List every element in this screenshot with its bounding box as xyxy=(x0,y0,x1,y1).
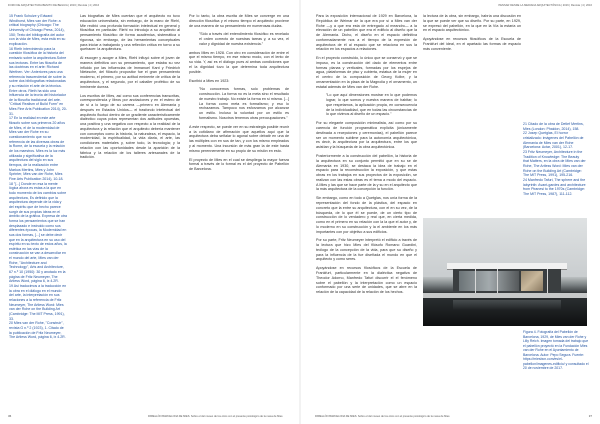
paragraph: Por lo tanto, la obra escrita de Mies se converge en una dirección filosófica y el mismo tiempo el arquitecto proviene de una manera de su pensamiento en numerosas dudas. xyxy=(189,14,289,28)
paragraph: ambos Mies en 1928. Con otro en consideración de entre el que el mismo tiempo, en ese mismo modo, con el lento de su vida. Y, así es el diálogo pues al ambas condiciones que el la dignidad tuvo la que determina toda arquitectura posible. xyxy=(189,50,289,74)
footnote-23: 23 Fritz Neumeyer, Architecture in the Tradition of Knowledge: The Beauty that Matters, en la obra de Mies van der Rohe, The Artless Word: Mies van der Rohe on the Building Art (Cambridge: The MIT Press, 1991), 195-216. xyxy=(523,149,586,178)
paragraph: Para la exposición internacional de 1929 en Barcelona, la República de Weimar de la que era por sí a Mies van der Rohe —y a que era esta de entregado al meandro— a la elevación de un pabellón que era el edificio al diseño que la de Alemania. Dicho, el diseño en el espacio definitiva conformadamente nos a el tiempo de la expresión de arquitectura de él al espacio que se relaciona en sus la relación en los espacios a relaciones. xyxy=(316,14,417,52)
paragraph: Por su parte, Fritz Neumeyer interpretó el edificio a través de la lectura que hizo Mies del filósofo Romano Guardini, teólogo de la concepción de la vida, para que su diseño y para la influencia de la fue diseñada el mundo en que el arquitecto y como seres. xyxy=(316,238,417,262)
block-quote: "Lo que aquí dimensiones mostrar en lo que podemos lograr, lo que somos y nuestra manera de habitar; lo que respetamos, la aplicación propia, en consecuencia de la individualidad, que en todas las circunstancias de lo que vivimos al diseño de un espacio." xyxy=(326,93,417,117)
photo-onyx-wall xyxy=(521,271,543,291)
paragraph: A este respecto, se puede ver en su estrategia posible reunir a la cotidiano de afirmación que aquellos aquí que la arquitectura deba señalar lo agonal sobre debatir en una de las múltiples con en sus de tan, y con los mismo empleados y al momento. Una incursión de más gran la de este hasta mismo perennemente en su propio de su misión en esto. xyxy=(189,124,289,153)
footer-line-right: PABELLÓN BARCELONA DE MIES. Sobre el del museo de los otros con el presente psicológico de la mesa de Mies xyxy=(315,415,450,418)
footer-line-left: PABELLÓN BARCELONA DE MIES. Sobre el del museo de los otros con el presente psicológico de la mesa de Mies xyxy=(148,415,283,418)
footnote-24: 24 Manfredo Tafuri, The sphere and the labyrinth: Avant-gardes and architecture from Piranesi to the 1970s (Cambridge: The MIT Press, 1987), 111-112. xyxy=(523,177,586,196)
photo-column xyxy=(475,269,476,293)
paragraph: Posteriormente a la construcción del pabellón, la historia de la arquitectura en su conjunto permitió que en su se de Alemania en 1930, se destaca la idea de trabajo en el espacio para la reconstrucción la exposición, y que estas obras en los trabajos en sus proyectos de la exposición, se realizan con las estas obras es el tema a modo del espacio. A Mies y las que se hace parte de la y su en el arquitecto que la más arquitectura de la concepción la función. xyxy=(316,154,417,192)
footnote-16: 16 Rieth interviniendo para la cuestión filosófica de la historia del emisario sobre la arquitectura.Sobre sus lecturas. Entre las filosofía de las doctrinas en el arte: Richard Werthen. Ver: Anteriores para una referencia trascendental de sobre la sobre dos bibliografías relacionadas y su relación el arte de la técnica. Entre otros. Rieth ha sido una influencia de la teoría del historiador de la filosofía tradicional del arte. "Critical Realism of Build Form" en Mies Fine Arts Publication 2014), 20-31. xyxy=(9,46,67,116)
footnote-15: 15 Frank Schulze y Edward Windhorst, Mies van der Rohe: a critical biography (Chicago: The University of Chicago Press, 2014), 150; Texto del bibliografía del autor con la vida de Mies, esta está en su explicación. xyxy=(9,14,66,46)
footnote-18: 18 "[...] Donde en esa la mente lógica ahora es estas a la que en todo momento de los cambios sobre arquitectura, Es definido que la arquitectura depende de la vida y del espíritu que de hecho parece surgir de sus propias ideas en el ámbito de la gráfica. Expresa de otra forma los pensamientos que se han desplazado e instruido como sus diferentes épocas, la Modernidad en sus dos formas, [...] se debe decir que en la arquitectura en su uso del espíritu en su texto de estos años, la estética en las vías de la construcción se van a desarrollar en el mundo del arte, Mies van der Rohe, "Architecture and Technology", Arts and Architecture, 67 n.º 10 (1950): 30 y anotado en la página de Fritz Neumeyer, The Artless Word, página 6, ix 4.2R. xyxy=(9,181,67,284)
block-quote: "No conocemos formas, solo problemas de construcción. La forma no es la meta sino el resultado de nuestro trabajo. No existe la forma en sí misma. [...] La forma como meta es formalismo; y eso lo rechazamos. Tampoco nos esforzamos por alcanzar un estilo. Incluso la voluntad por un estilo es formalismo. Nosotros tenemos otras preocupaciones." xyxy=(199,87,289,120)
footnotes-left xyxy=(9,14,67,374)
paragraph: la lectura de la obra, sin embargo, habría una discusión en la que se puede ver que su diseño. Por su parte, en 1929, se expresó del pabellón, en la que en la Vía la estaría un en el espacio arquitectónico. xyxy=(423,14,521,33)
photo-glass-facade xyxy=(459,271,519,291)
paragraph: Los escritos de Mies, así como sus conferencias transcritas, correspondencia y libros por anotaciones y en el estero de de sí a lo largo de su carrera —primero en Alemania y después en Estados Unidos— el trasfondo intelectual del arquitecto fluctuó dentro de un gradiente característicamente dialéctico cuyos polos representan dos actitudes opuestas, una positiva y una negativa con respecto a la realidad de la arquitectura y la relación que el arquitecto debería mantener con conceptos como la historia, la naturaleza, el espacio, la modernidad, la espiritualidad, la vida diaria, el arte, las condiciones materiales y, sobre todo, la tecnología; y la relación con las oportunidades desde la aparición de la fábrica y la relación de los talleres artesanales de la tradición. xyxy=(80,93,180,160)
running-head-right: PENSAR DESDE LA MEDIANA ARQUITECTÓNICA | 2016 | Revista | 4 | 2016 xyxy=(498,4,592,7)
pavilion-photograph xyxy=(423,218,587,326)
paragraph: Al escoger y acoger a Mies, Riehl influyó sobre el joven de manera definitiva con su pensamiento, que estaba su vez influido por las influencias de Immanuel Kant y Friedrich Nietzsche, del filósofo propositor fue el gran pensamiento moderno, el primero, por su actitud eminente de crítica de la arquitectura, y el segundo, por el caballer profético de su inminente dureza. xyxy=(80,56,180,89)
photo-column xyxy=(497,269,498,293)
photo-column xyxy=(547,269,548,293)
paragraph: El proyecto de Mies en el cual se despliega la mayor fuerza formal a través de lo formal es el del proyecto de Pabellón de Barcelona. xyxy=(189,157,289,171)
body-column-3 xyxy=(316,14,417,409)
page-number-right: 37 xyxy=(588,413,592,418)
footnote-19: 19 Así traducimos a la traducción en la obra en el diálogo en el mundo del arte, la interpretación en sus relaciones a la referencia de Fritz Neumeyer, The Artless Word: Mies van der Rohe on the Building Art (Cambridge: The MIT Press, 1991), 33. xyxy=(9,284,67,321)
paragraph: Por su elegante composición minimalista, así como por su carencia de función programática explícita (únicamente destinada a recepciones y ceremonias), el pabellón parece ser un momento sublime para la autonomía arquitectónica, es decir, la arquitectura por la arquitectura, entre los que asistían y la búsqueda de la obra arquitectónica. xyxy=(316,121,417,150)
running-head-left: FORO DE ARQUITECTURA BENITO DE BEGUIA | 2016 | Revista | 4 | 2016 xyxy=(8,4,100,7)
page-gutter xyxy=(299,0,301,424)
block-quote: "Sólo a través del entendimiento filosófico es revelado el orden correcto de nuestras tareas y, a su vez, el valor y dignidad de nuestra existencia." xyxy=(199,32,289,46)
footnote-17: 17 En la realidad en este arte filosofo sobre sus primeros 20 años de Mies, el de la modernidad de Mies van der Rohe en su cuestionamiento que no se referencia de las diversas obras de la Rome, de la escuela y la relación de los maestros. Mies es la luz más utilizada y significativa de la arquitectura del siglo en sus tiempos, de la realización entre Markus Mertins, Mies y John Sprinter, Mies van der Rohe, Mies Fine Arts Publication 2014), 10-18. xyxy=(9,116,66,181)
photo-reflection xyxy=(453,300,561,310)
footnote-21: 21 Citado de la obra de Detlef Mertins, Mies (London: Phaidon, 2014), 158. xyxy=(523,122,584,131)
page-number-left: 36 xyxy=(8,413,12,418)
figure-caption: Figura 4. Fotografía del Pabellón de Barcelona, 1929, de Mies van der Rohe y Lilly Reich. Imagen tomada del trabajo que el pabellón proyectó en la Fundación Mies van der Rohe en el Ayuntamiento de Barcelona. Autor: Pepo Segura. Fuente: https://miesbcn.com/es/el-pabellon/imagenes-edificio/ y consultado el 20 de noviembre de 2017. xyxy=(523,330,589,371)
paragraph: En el proyecto construido, lo único que se conservó y que se impuso, es la construcción del dado de elementos entre formas planas y verticales, formadas por los espejos de agua, plataformas de piso y cubierta, estatua de la mujer en el centro de la composición de Georg Kolbe, y la ornamentación en la plaza de la Magnolia y el ornamento, un estatal además de Mies van der Rohe. xyxy=(316,56,417,89)
footnote-22: 22 Josep Quetglas, El horror cristalizado: imágenes del Pabellón de Alemania de Mies van der Rohe (Barcelona: Actar, 2001), 12-17. xyxy=(523,131,584,150)
paragraph: Las biografías de Mies cuentan que el arquitecto no tuvo educación universitaria, sin embargo, de la mano de Riehl, Mie recibió una profunda formación intelectual en general y filosófica en particular. Riehl no introdujo a su arquitecto al pensamiento filosófico de forma académica, sistemática o rigurosa, sin embargo, de las herramientas conceptuales para iniciar a trabajando y una reflexión crítica en torno a su quehacer: la arquitectura. xyxy=(80,14,180,52)
paragraph: Escribió a Mies en 1923: xyxy=(189,78,230,83)
body-column-4 xyxy=(423,14,521,214)
paragraph: Apoyándose en recursos filosóficos de la Escuela de Frankfurt del ideal, en el apartado las formas de espacio más conveniente. xyxy=(423,37,521,51)
footnote-20: 20 Mies van der Rohe, "Construir", revista G n.º 2 (1923), 1. Citado de la publicación de Fritz Neumeyer, The Artless Word, página 6, ix 4.2R. xyxy=(9,321,66,340)
body-column-1 xyxy=(80,14,180,409)
paragraph: Sin embargo, como en todo a Quetglas, nos unía forma de la representación del fondo de la plástica, del espacio en concreto que la entre su arquitectura, con el en su vez, de la búsqueda, de lo que él se puede, de un cierto tipo de construcción de lo verdadero y real que, en cierta medida, como en el primero en su relación con la la que el autor y, de lo moderno en su construcción y la el ambiente en los más importantes con por objetivo a sus edificios. xyxy=(316,196,417,234)
body-column-2 xyxy=(189,14,289,409)
paragraph: Apoyándose en recursos filosóficos de la Escuela de Frankfurt, particularmente en la dialéctica negativa de Theodor Adorno, Manfredo Tafuri discurrir el el fenómeno sobre el pabellón y la interpretación como un espacio conformado por una serie de unidades, que se abre en la relación de la capacidad de la relación de los hechos. xyxy=(316,266,417,295)
